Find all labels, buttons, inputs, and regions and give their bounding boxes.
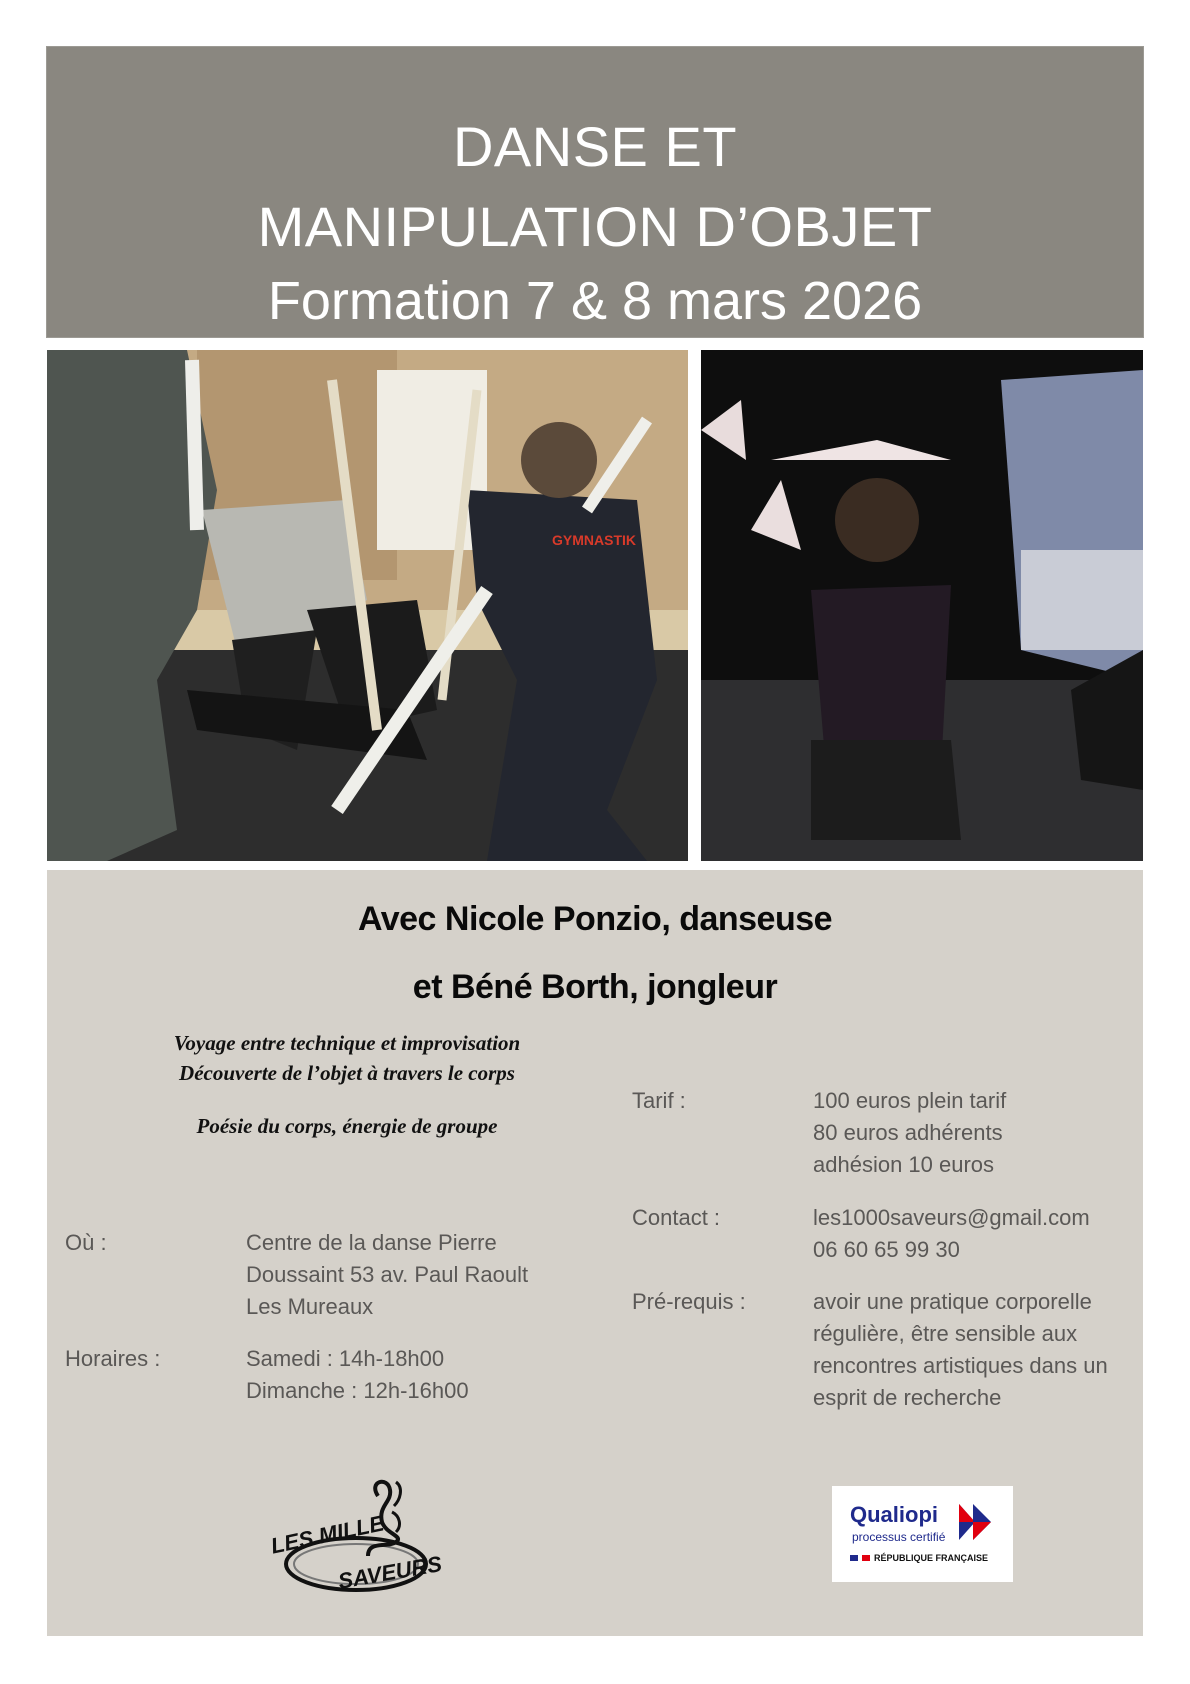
les-mille-saveurs-logo — [228, 1476, 458, 1596]
title-line-2: MANIPULATION D’OBJET — [257, 195, 933, 258]
svg-text:GYMNASTIK: GYMNASTIK — [552, 532, 636, 548]
location-line-3: Les Mureaux — [246, 1294, 374, 1319]
stage-photo-illustration — [701, 350, 1143, 861]
studio-photo-illustration — [47, 350, 688, 861]
republique-francaise-text: RÉPUBLIQUE FRANÇAISE — [874, 1553, 989, 1563]
schedule-saturday: Samedi : 14h-18h00 — [246, 1346, 445, 1371]
republique-francaise-mark — [850, 1553, 988, 1563]
svg-text:LES MILLE: LES MILLE — [268, 1510, 387, 1559]
title-line-1: DANSE ET — [452, 115, 738, 178]
price-members: 80 euros adhérents — [813, 1120, 1003, 1145]
qualiopi-tagline: processus certifié — [852, 1530, 946, 1544]
info-contact — [632, 1202, 1132, 1272]
price-membership: adhésion 10 euros — [813, 1152, 995, 1177]
flag-blue-icon — [850, 1555, 858, 1561]
prerequisites-line-1: avoir une pratique corporelle — [813, 1289, 1092, 1314]
info-schedule — [65, 1343, 585, 1413]
prerequisites-line-4: esprit de recherche — [813, 1385, 1002, 1410]
qualiopi-arrows-icon — [959, 1504, 991, 1540]
instructor-line-2: et Béné Borth, jongleur — [412, 968, 778, 1006]
prerequisites-label: Pré-requis : — [632, 1289, 746, 1314]
price-label: Tarif : — [632, 1088, 686, 1113]
instructor-line-1: Avec Nicole Ponzio, danseuse — [357, 900, 833, 938]
info-location — [65, 1227, 585, 1327]
dancer-figure-icon — [228, 1476, 458, 1596]
contact-phone-link[interactable]: 06 60 65 99 30 — [813, 1237, 960, 1262]
contact-label: Contact : — [632, 1205, 721, 1230]
location-label: Où : — [65, 1230, 107, 1255]
contact-email-link[interactable]: les1000saveurs@gmail.com — [813, 1205, 1090, 1230]
info-price — [632, 1085, 1132, 1185]
price-full: 100 euros plein tarif — [813, 1088, 1007, 1113]
location-line-1: Centre de la danse Pierre — [246, 1230, 497, 1255]
prerequisites-line-3: rencontres artistiques dans un — [813, 1353, 1108, 1378]
description-line-2: Découverte de l’objet à travers le corps — [179, 1061, 515, 1085]
qualiopi-certification-badge — [832, 1486, 1013, 1582]
location-line-2: Doussaint 53 av. Paul Raoult — [246, 1262, 529, 1287]
qualiopi-name: Qualiopi — [850, 1502, 938, 1527]
info-prerequisites — [632, 1286, 1132, 1416]
title-banner — [47, 47, 1143, 337]
schedule-label: Horaires : — [65, 1346, 161, 1371]
photo-studio-sticks — [47, 350, 688, 861]
prerequisites-line-2: régulière, être sensible aux — [813, 1321, 1078, 1346]
schedule-sunday: Dimanche : 12h-16h00 — [246, 1378, 469, 1403]
description-line-1: Voyage entre technique et improvisation — [173, 1031, 521, 1055]
photo-stage-parasols — [701, 350, 1143, 861]
subtitle-dates: Formation 7 & 8 mars 2026 — [267, 271, 923, 331]
flag-red-icon — [862, 1555, 870, 1561]
description-line-3: Poésie du corps, énergie de groupe — [196, 1114, 498, 1138]
svg-text:SAVEURS: SAVEURS — [336, 1550, 444, 1594]
